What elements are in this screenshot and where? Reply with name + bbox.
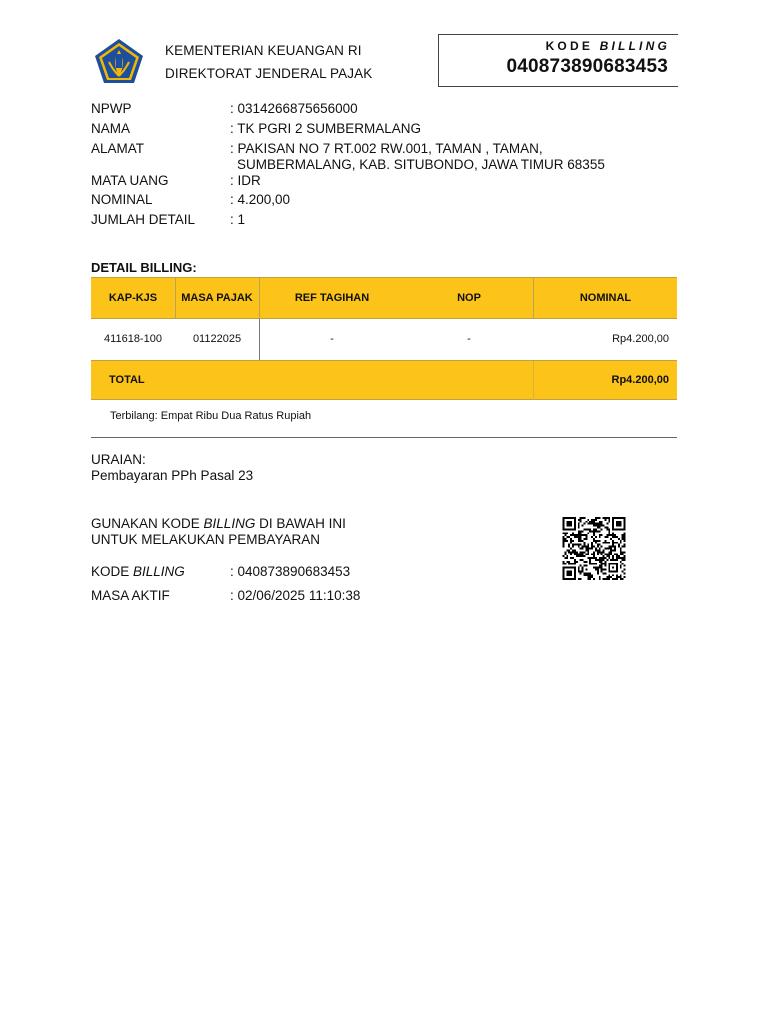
- org-name-line1: KEMENTERIAN KEUANGAN RI: [165, 43, 362, 58]
- masa-aktif-key: MASA AKTIF: [91, 588, 170, 603]
- total-value: Rp4.200,00: [611, 374, 669, 386]
- info-value: : 0314266875656000: [230, 101, 358, 116]
- divider-line: [91, 437, 677, 438]
- column-header-ref-tagihan: REF TAGIHAN: [294, 292, 370, 304]
- table-total-row: [91, 360, 677, 400]
- table-header: [91, 277, 677, 319]
- detail-billing-title: DETAIL BILLING:: [91, 260, 197, 275]
- qr-code-icon: [561, 517, 627, 580]
- info-value: : 1: [230, 212, 246, 227]
- column-header-nominal: NOMINAL: [579, 292, 632, 304]
- column-divider: [533, 361, 534, 400]
- cell-nop: -: [467, 333, 471, 345]
- info-value: : TK PGRI 2 SUMBERMALANG: [230, 121, 422, 136]
- org-name-line2: DIREKTORAT JENDERAL PAJAK: [165, 66, 373, 81]
- uraian-value: Pembayaran PPh Pasal 23: [91, 468, 254, 483]
- instruction-suffix: DI BAWAH INI: [259, 516, 346, 531]
- taxpayer-info: [91, 101, 691, 231]
- info-key: JUMLAH DETAIL: [91, 212, 196, 227]
- column-divider: [175, 278, 176, 319]
- instruction-prefix: GUNAKAN KODE: [91, 516, 200, 531]
- kode-billing-number: 040873890683453: [506, 56, 668, 77]
- instruction-line2: UNTUK MELAKUKAN PEMBAYARAN: [91, 532, 321, 547]
- info-key: NOMINAL: [91, 192, 153, 207]
- column-header-masa-pajak: MASA PAJAK: [181, 292, 253, 304]
- total-label: TOTAL: [109, 374, 145, 386]
- masa-aktif-value: : 02/06/2025 11:10:38: [230, 588, 361, 603]
- column-divider: [533, 278, 534, 319]
- instruction-line1: [91, 516, 346, 531]
- table-row: [91, 319, 677, 360]
- cell-masa-pajak: 01122025: [192, 333, 242, 345]
- kode-billing-label-italic: BILLING: [599, 39, 670, 53]
- kemenkeu-logo-icon: [94, 38, 144, 84]
- column-header-nop: NOP: [457, 292, 481, 304]
- cell-nominal: Rp4.200,00: [612, 333, 669, 345]
- info-value: : 4.200,00: [230, 192, 291, 207]
- column-header-kap-kjs: KAP-KJS: [108, 292, 158, 304]
- cell-ref-tagihan: -: [330, 333, 334, 345]
- column-divider: [259, 278, 260, 319]
- kode-key-italic: BILLING: [133, 564, 185, 579]
- cell-kap-kjs: 411618-100: [104, 333, 162, 345]
- detail-billing-table: [91, 277, 677, 401]
- info-value-line2: SUMBERMALANG, KAB. SITUBONDO, JAWA TIMUR 68355: [237, 157, 605, 172]
- info-value: : IDR: [230, 173, 261, 188]
- instruction-italic: BILLING: [203, 516, 256, 531]
- info-key: NPWP: [91, 101, 132, 116]
- info-key: NAMA: [91, 121, 131, 136]
- kode-billing-key: [91, 564, 185, 579]
- uraian-label: URAIAN:: [91, 452, 146, 467]
- info-key: MATA UANG: [91, 173, 169, 188]
- kode-key-prefix: KODE: [91, 564, 130, 579]
- kode-billing-box: [438, 34, 678, 87]
- kode-billing-label: [546, 39, 670, 53]
- row-divider: [259, 319, 260, 360]
- terbilang-text: Terbilang: Empat Ribu Dua Ratus Rupiah: [110, 410, 312, 422]
- kode-billing-label-prefix: KODE: [545, 39, 594, 53]
- kode-billing-value: : 040873890683453: [230, 564, 351, 579]
- info-key: ALAMAT: [91, 141, 145, 156]
- info-value: : PAKISAN NO 7 RT.002 RW.001, TAMAN , TAMAN,: [230, 141, 543, 156]
